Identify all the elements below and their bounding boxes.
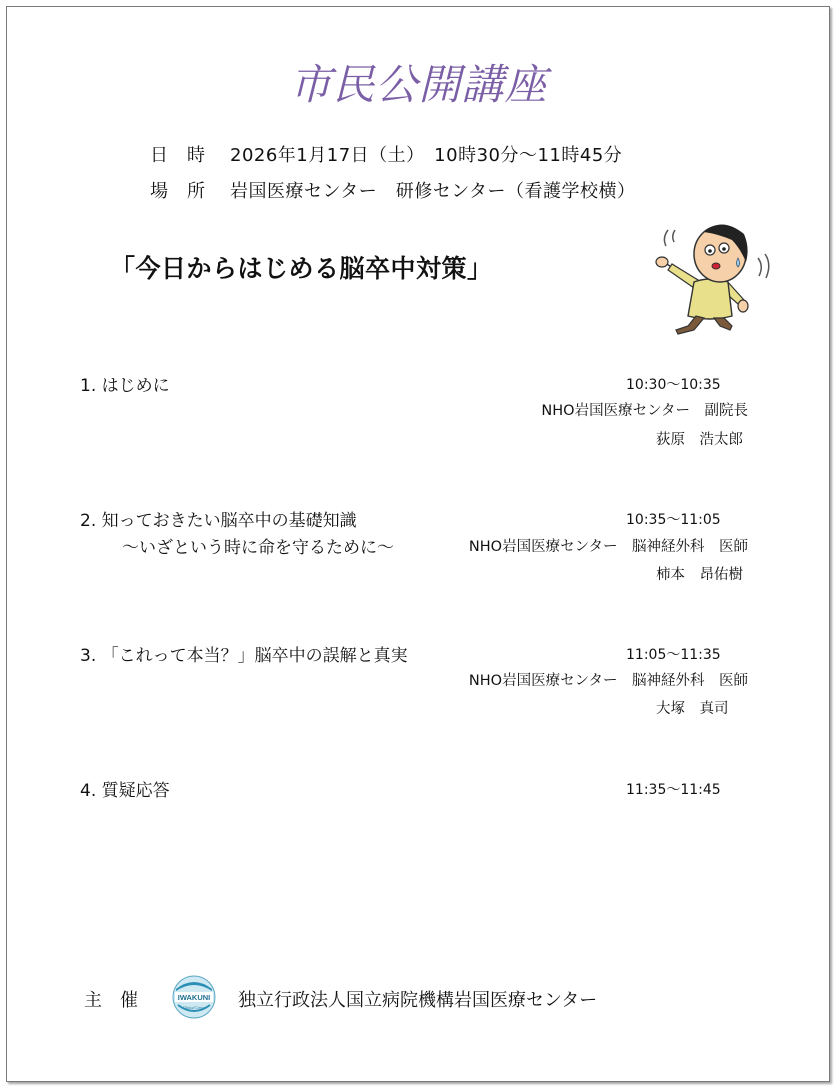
program-item-1-speaker: 荻原 浩太郎 bbox=[656, 432, 743, 448]
place-line bbox=[150, 177, 636, 203]
hospital-logo-subtext: Clinical Center bbox=[182, 1006, 206, 1010]
program-item-4-time: 11:35～11:45 bbox=[626, 782, 721, 798]
program-item-2-time: 10:35～11:05 bbox=[626, 512, 721, 528]
date-label: 日 時 bbox=[150, 145, 206, 166]
page-title: 市民公開講座 bbox=[289, 60, 548, 109]
program-item-1-time: 10:30～10:35 bbox=[626, 377, 721, 393]
hospital-logo-text: IWAKUNI bbox=[177, 993, 211, 1002]
program-item-4-title: 4. 質疑応答 bbox=[80, 781, 170, 801]
date-value: 2026年1月17日（土） 10時30分～11時45分 bbox=[230, 145, 623, 166]
program-item-2-title: 2. 知っておきたい脳卒中の基礎知識 bbox=[80, 511, 357, 531]
organizer-name: 独立行政法人国立病院機構岩国医療センター bbox=[238, 990, 598, 1011]
place-value: 岩国医療センター 研修センター（看護学校横） bbox=[230, 181, 636, 202]
program-item-3-time: 11:05～11:35 bbox=[626, 647, 721, 663]
program-item-1-affiliation: NHO岩国医療センター 副院長 bbox=[541, 403, 748, 419]
organizer-label: 主 催 bbox=[84, 990, 138, 1011]
program-item-2-speaker: 柿本 昂佑樹 bbox=[656, 567, 743, 583]
date-line bbox=[150, 141, 622, 167]
worried-person-illustration bbox=[648, 218, 773, 338]
hospital-logo bbox=[172, 975, 216, 1019]
program-item-2-subtitle: ～いざという時に命を守るために～ bbox=[122, 538, 394, 558]
program-item-3-speaker: 大塚 真司 bbox=[656, 701, 729, 717]
place-label: 場 所 bbox=[150, 181, 206, 202]
program-item-2-affiliation: NHO岩国医療センター 脳神経外科 医師 bbox=[468, 539, 748, 555]
lecture-title: 「今日からはじめる脳卒中対策」 bbox=[110, 254, 493, 283]
program-item-1-title: 1. はじめに bbox=[80, 376, 170, 396]
program-item-3-title: 3. 「これって本当？」脳卒中の誤解と真実 bbox=[80, 646, 408, 666]
program-item-3-affiliation: NHO岩国医療センター 脳神経外科 医師 bbox=[468, 673, 748, 689]
